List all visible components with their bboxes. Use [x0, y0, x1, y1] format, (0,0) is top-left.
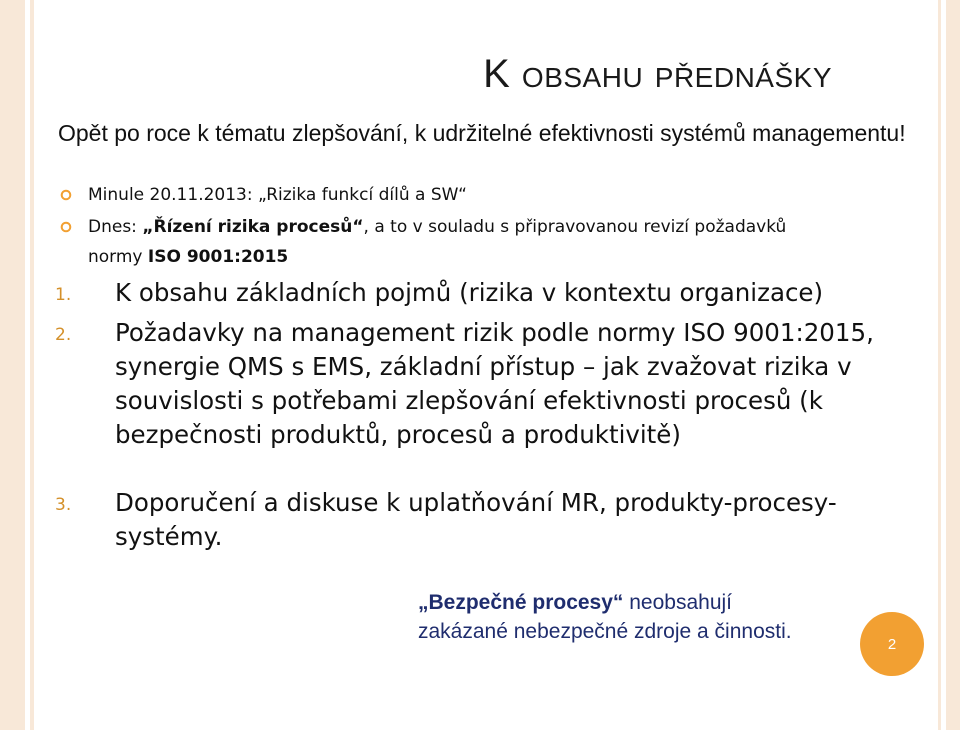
quote-text: zakázané nebezpečné zdroje a činnosti.	[418, 620, 792, 643]
bullet-item	[88, 212, 928, 272]
item-text: K obsahu základních pojmů (rizika v kontextu organizace)	[115, 278, 824, 307]
item-text: Požadavky na management rizik podle normy ISO 9001:2015, synergie QMS s EMS, základní přístup – jak zvažovat rizika v souvislosti s potřebami zlepšování efektivnosti procesů (k bezpečnosti produktů, procesů a produktivitě)	[115, 318, 874, 449]
numbered-item	[55, 486, 915, 554]
page-number: 2	[887, 635, 897, 653]
numbered-item	[55, 276, 915, 310]
bullet-second-line	[88, 242, 928, 272]
bullet-text: Minule 20.11.2013: „Rizika funkcí dílů a SW“	[88, 185, 467, 205]
bullet-prefix: normy	[88, 247, 148, 267]
right-border-decoration	[946, 0, 960, 730]
ring-bullet-icon	[60, 189, 72, 201]
intro-text: Opět po roce k tématu zlepšování, k udržitelné efektivnosti systémů managementu!	[58, 120, 906, 146]
quote-bold: „Bezpečné procesy“	[418, 591, 624, 614]
bullet-item	[88, 180, 928, 210]
item-text: Doporučení a diskuse k uplatňování MR, produkty-procesy-systémy.	[115, 488, 837, 551]
bullet-bold-text: „Řízení rizika procesů“	[142, 217, 364, 237]
item-number: 2.	[55, 325, 72, 345]
slide-title: K obsahu přednášky	[483, 52, 832, 96]
page-number-badge	[860, 612, 924, 676]
bullet-text: , a to v souladu s připravovanou revizí požadavků	[363, 217, 787, 237]
quote-text: neobsahují	[623, 591, 733, 614]
ring-bullet-icon	[60, 221, 72, 233]
numbered-item	[55, 316, 915, 452]
quote-block	[418, 588, 792, 646]
item-number: 3.	[55, 495, 72, 515]
left-border-decoration	[0, 0, 25, 730]
right-border-line	[938, 0, 941, 730]
bullet-prefix: Dnes:	[88, 217, 143, 237]
item-number: 1.	[55, 285, 72, 305]
standard-name: ISO 9001:2015	[147, 247, 289, 267]
left-border-line	[30, 0, 34, 730]
